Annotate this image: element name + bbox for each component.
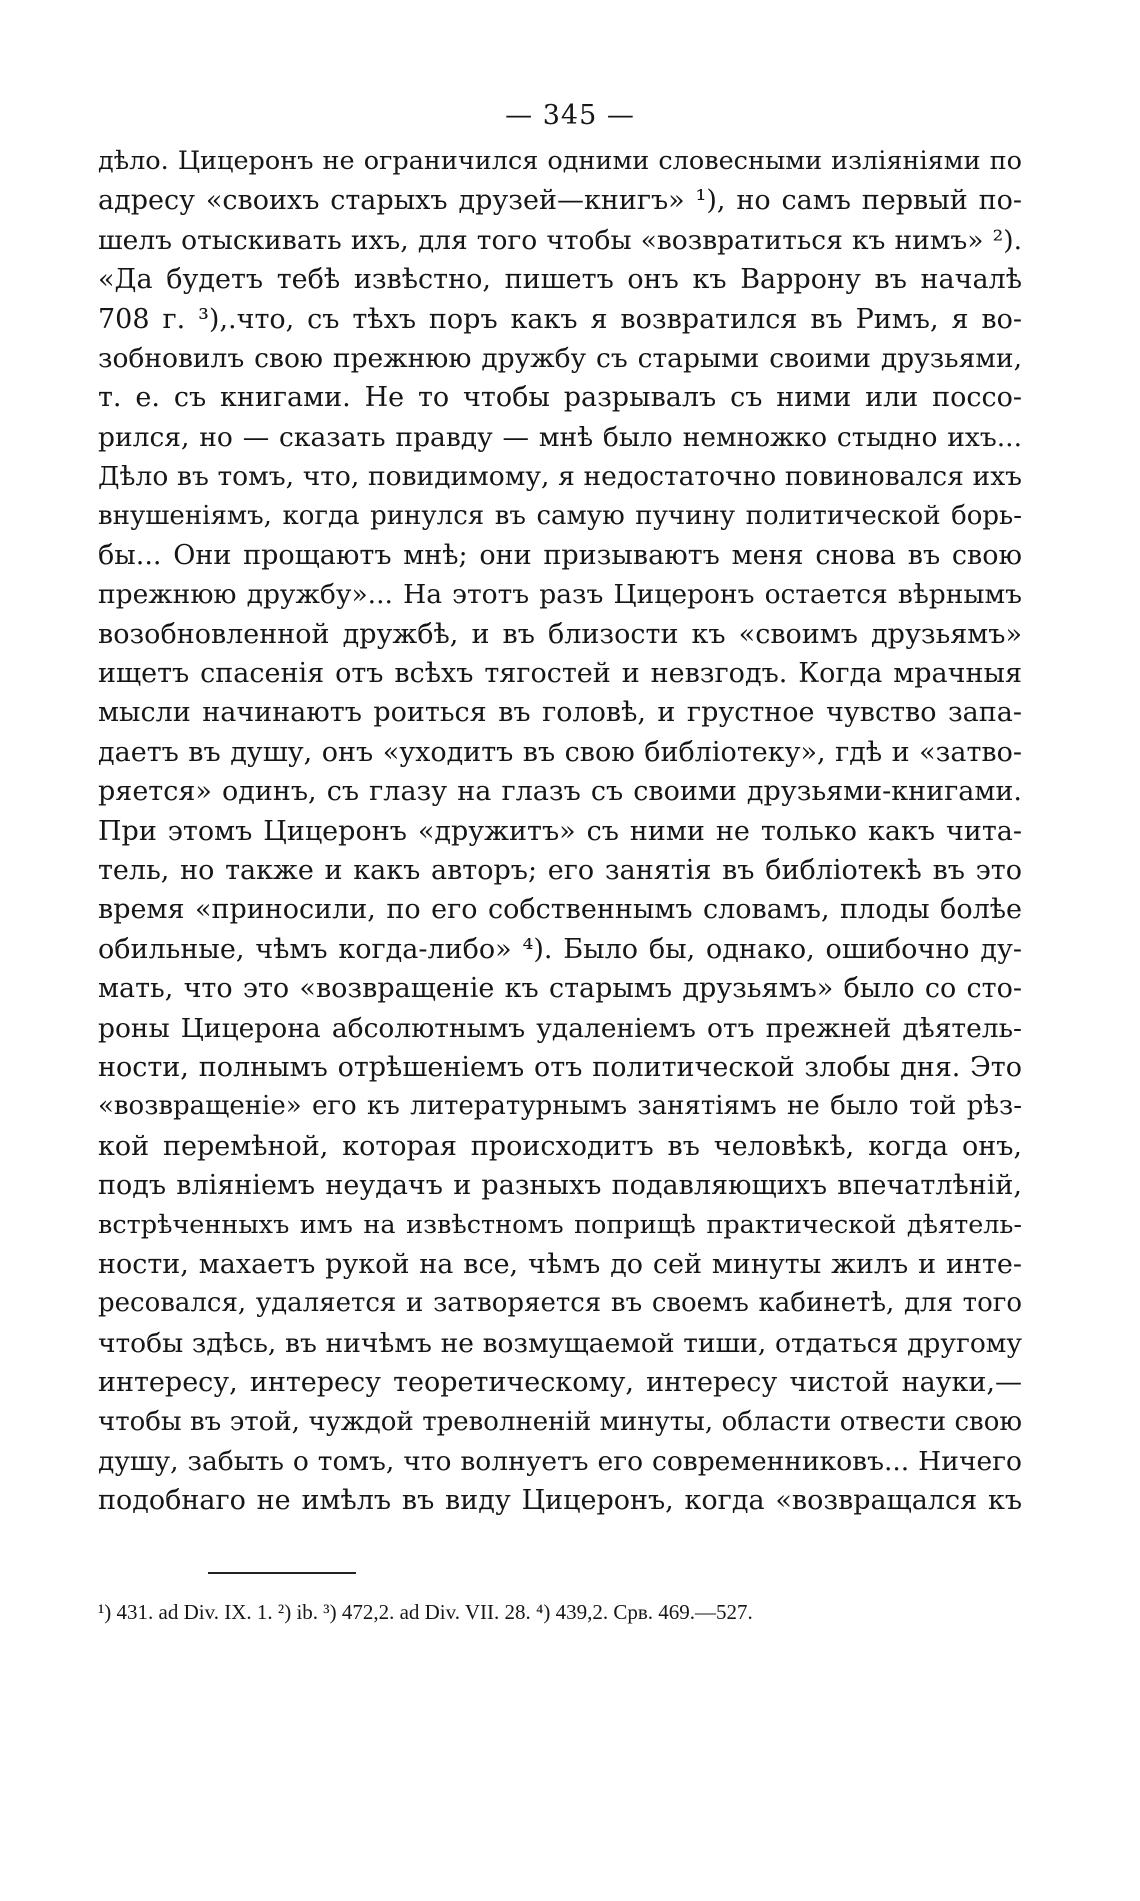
text-line: мысли начинаютъ роиться въ головѣ, и грустное чувство запа- (98, 697, 1022, 729)
text-line: мать, что это «возвращеніе къ старымъ друзьямъ» было со сто- (98, 973, 1022, 1005)
text-line: ности, махаетъ рукой на все, чѣмъ до сей минуты жилъ и инте- (98, 1248, 1022, 1280)
body-text (98, 142, 1022, 1521)
text-line: дѣло. Цицеронъ не ограничился одними словесными изліяніями по (98, 146, 1022, 176)
text-line: При этомъ Цицеронъ «дружитъ» съ ними не только какъ чита- (98, 815, 1022, 847)
text-line: 708 г. ³),.что, съ тѣхъ поръ какъ я возвратился въ Римъ, я во- (98, 303, 1022, 335)
text-line: подобнаго не имѣлъ въ виду Цицеронъ, когда «возвращался къ (98, 1485, 1022, 1517)
text-line: чтобы въ этой, чуждой треволненій минуты, области отвести свою (98, 1406, 1022, 1437)
text-line: обильные, чѣмъ когда-либо» ⁴). Было бы, однако, ошибочно ду- (98, 933, 1022, 965)
text-line: время «приносили, по его собственнымъ словамъ, плоды болѣе (98, 894, 1022, 926)
text-line: Дѣло въ томъ, что, повидимому, я недостаточно повиновался ихъ (98, 461, 1022, 493)
text-line: возобновленной дружбѣ, и въ близости къ «своимъ друзьямъ» (98, 618, 1022, 650)
text-line: бы... Они прощаютъ мнѣ; они призываютъ меня снова въ свою (98, 539, 1022, 571)
text-line: ищетъ спасенія отъ всѣхъ тягостей и невзгодъ. Когда мрачныя (98, 658, 1022, 690)
text-line: «возвращеніе» его къ литературнымъ занятіямъ не было той рѣз- (98, 1091, 1022, 1122)
text-line: ности, полнымъ отрѣшеніемъ отъ политической злобы дня. Это (98, 1051, 1022, 1083)
text-line: шелъ отыскивать ихъ, для того чтобы «возвратиться къ нимъ» ²). (98, 224, 1022, 256)
text-line: душу, забыть о томъ, что волнуетъ его современниковъ... Ничего (98, 1445, 1022, 1477)
footnotes: ¹) 431. ad Div. IX. 1. ²) ib. ³) 472,2. ad Div. VII. 28. ⁴) 439,2. Срв. 469.—527. (98, 1600, 753, 1624)
text-line: зобновилъ свою прежнюю дружбу съ старыми своими друзьями, (98, 342, 1022, 374)
text-line: встрѣченныхъ имъ на извѣстномъ поприщѣ практической дѣятель- (98, 1209, 1022, 1240)
text-line: даетъ въ душу, онъ «уходитъ въ свою библіотеку», гдѣ и «затво- (98, 736, 1022, 768)
text-line: подъ вліяніемъ неудачъ и разныхъ подавляющихъ впечатлѣній, (98, 1170, 1022, 1202)
text-line: интересу, интересу теоретическому, интересу чистой науки,— (98, 1367, 1022, 1399)
text-line: рился, но — сказать правду — мнѣ было немножко стыдно ихъ... (98, 421, 1022, 453)
text-line: ресовался, удаляется и затворяется въ своемъ кабинетѣ, для того (98, 1288, 1022, 1319)
text-line: ряется» одинъ, съ глазу на глазъ съ своими друзьями-книгами. (98, 776, 1022, 808)
page-number: — 345 — (505, 100, 635, 131)
text-line: тель, но также и какъ авторъ; его занятія въ библіотекѣ въ это (98, 855, 1022, 887)
text-line: прежнюю дружбу»... На этотъ разъ Цицеронъ остается вѣрнымъ (98, 579, 1022, 611)
footnote-separator (208, 1572, 356, 1574)
text-line: кой перемѣной, которая происходитъ въ человѣкѣ, когда онъ, (98, 1130, 1022, 1162)
text-line: адресу «своихъ старыхъ друзей—книгъ» ¹), но самъ первый по- (98, 185, 1022, 217)
text-line: «Да будетъ тебѣ извѣстно, пишетъ онъ къ Варрону въ началѣ (98, 264, 1022, 296)
text-line: внушеніямъ, когда ринулся въ самую пучину политической борь- (98, 500, 1022, 531)
text-line: чтобы здѣсь, въ ничѣмъ не возмущаемой тиши, отдаться другому (98, 1327, 1022, 1359)
text-line: роны Цицерона абсолютнымъ удаленіемъ отъ прежней дѣятель- (98, 1012, 1022, 1044)
text-line: т. е. съ книгами. Не то чтобы разрывалъ съ ними или поссо- (98, 382, 1022, 414)
